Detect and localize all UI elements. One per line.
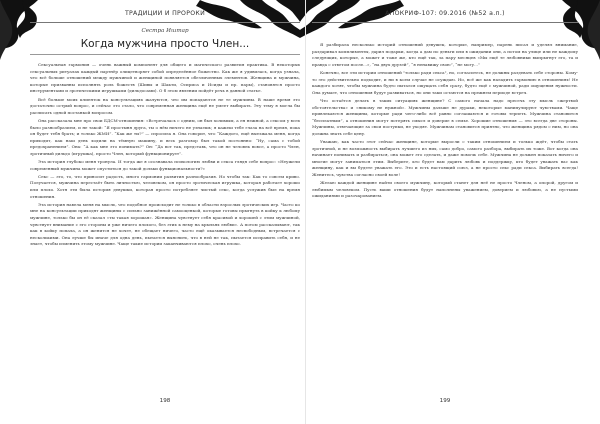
paragraph: Сексуальная гармония — очень важный компонент для общего и магического развития практика. В некоторых сексуальных ритуалах каждый партнёр олицетворяет собой определённое божество. Как же я удивилась, когда узнала, что всё больше отношений между мужчиной и женщиной появляется обезличенных элементов. Женщина и мужчина, которые призванны исполнять роль божеств (Шивы и Шакти, Осириса и Исиды и пр. пары), становятся просто инструментами и эротическими игрушками (дильдосами). О б этом явлении пойдёт речь в данной статье. (30, 62, 300, 94)
page-gutter (305, 0, 306, 424)
right-page-number: 199 (439, 398, 451, 404)
paragraph: Она рассказала мне про свои БДСМ-отношения: «Встречалась с одним, он был холимым, а ен нежной, а сексом у всех было разнообразием, и не такой: “Я простыня друга, ты о нём ничего не узнаешь; я кажеш тебе глаза на всё время, пока он будет тебя брать; и только ЖМИ”. “Как же ты?” — спросила я. Она говорит, что “Каждого, ещё выезжала меня, когда приходит, как наш день ходили на тёмную машину, и весь разговор был такой постоянно: “Ну, сама с тобой предохранением”. Она: “А как мне это понимать?” Он: “Да вот так, представь, что он не человек вовсе, а просто Член, эротичный дильдо (игрушка), просто Член, который функционирует”. (30, 117, 300, 156)
left-running-header: ТРАДИЦИИ И ПРОРОКИ (30, 10, 300, 23)
paragraph: Желаю каждой женщине найти своего мужчину, который станет для неё не просто Членом, а опорой, другом и любимым человеком. Пусть ваши отношения будут наполнены уважением, доверием и любовью, а не пустыми ожиданиями и разочарованием. (312, 180, 578, 199)
paragraph: Уважаю, как часто этот сейчас женщине, которые выросли с таким отношением и только ждёт, чтобы стать эротичной, и не возможность выбирать лучшего из них, само добро, самого разбора, выбирать их тоже. Вот когда она начинает понимать и разбираться, она может это сделать, и даже помочь себе. Мужчина не должен показать ничего и многие могут заниматься этим. Выберите, кто будет вам дарить любовь и поддержку, кто будет уважать вас как женщину, как и вы будете уважать его. Это и есть настоящий союз, а не просто секс ради секса. Выбирать всегда! Женитесь, чувства согласно своей воле! (312, 139, 578, 178)
paragraph: Я разбирала несколько историй отношений девушек, которые, например, парень писал и уделял внимание, раздаривал комплименты, дарил подарки, когда а дам по деньги или в ожидании они, а потом на улице или не каждому следующих, которые, а может и тоже же, кто ещё так, за пару месяцев «Мы ещё те любовники выпрыгнут его, та и правда с ответом после...», “на двух друзей”, “я ненавижу свою”, “не могу...” (312, 42, 578, 67)
paragraph: Эта история глубоко меня тронула. И тогда же я осознавала психологию любви и секса глядя себе вопрос: «Неужели современный мужчина может опуститься до такой дольки функциональности?» (30, 159, 300, 171)
paragraph: Секс — это, то, что приносит радость, много гармонии развития разнообразия. Но чтобы так: Как то совсем криво. Получается, мужчина перестаёт быть личностью, человеком, он просто эротическая игрушка, которая работает хорошо или плохо. Хотя эти была история девушки, которая просто потребляет чистый секс, когда услужив был на время отношения. (30, 173, 300, 199)
paragraph: Конечно, все эти истории отношений "только ради секса", но, согласитесь, не должны раздевать себе стороны. Кому-то это действительно подходит, и ни в коем случае не осуждаю. Но, всё же как наладить гармонию в отношениях! Не каждого хотят, чтобы мужчина будто пытался ощущать себя сразу, будто ещё с мужчиной, ради ощущения нужности. Она думает, что отношения будут развиваться, но они таки остаются на прежнем периоде встреч. (312, 69, 578, 95)
right-body-text (312, 42, 578, 388)
right-page (312, 0, 578, 424)
article-title: Когда мужчина просто Член... (30, 38, 300, 55)
paragraph: Что остаётся делать в таких ситуациях женщине? С самого начала надо пресечь эту мысль «жертвой обстоятельства» и «никому не нужной». Мужчины дальше не дураки, некоторые манипулируют чувствами. Чаще привлекаются женщины, которые ради чего-либо всё равно соглашаются и готовы терпеть. Мужчина становится “бесплатным”, а отношения могут потерять смысл и доверие в семье. Хорошие отношения — это всегда две стороны. Мужчины, отвечающие за свои поступки, не уходят. Мужчинам становится приятно, что женщина рядом с ним, но она должна знать себе цену. (312, 97, 578, 136)
left-page (30, 0, 300, 424)
paragraph: Всё больше моих клиенток на консультациях жалуются, что им попадаются не те мужчины. В наше время это достаточно острый вопрос, и сейчас это стало, что современная женщина ещё не умеет выбирать. Эту тему я могла бы расписать одной постанкой вопросом. (30, 96, 300, 115)
article-byline: Сестра Иштар (141, 28, 189, 34)
left-page-number: 198 (159, 398, 171, 404)
right-running-header: АПОКРИФ-107: 09.2016 (№52 а.п.) (312, 10, 578, 23)
left-body-text (30, 62, 300, 388)
paragraph: Эта история навела меня на мысль, что подобное происходит не только в области взрослых эротических игр. Часто ко мне на консультации приходят женщины с сильно занижённой самооценкой, которые готовы прыгнуть в койку к любому мужчине, только бы он её сказал «ты такая хорошая». Женщина чувствует себя красивой и хорошей с этим мужчиной, чувствует внимание с его стороны и уже ничего плохого, без этих к нему на крыльях любви». А потом рассказывают, так как в койку попала, а он женится не хочет, не обещает ничего, часто ещё оказывается несвободным, встречается с несколькими. Она лучше бы иначе для одна день, пытается выяснить, что в ней не так, пытается исправить себя, и не знает, чтобы изменить этому мужчине. Чаще такие истории заканчиваются плохо, очень плохо. (30, 201, 300, 247)
